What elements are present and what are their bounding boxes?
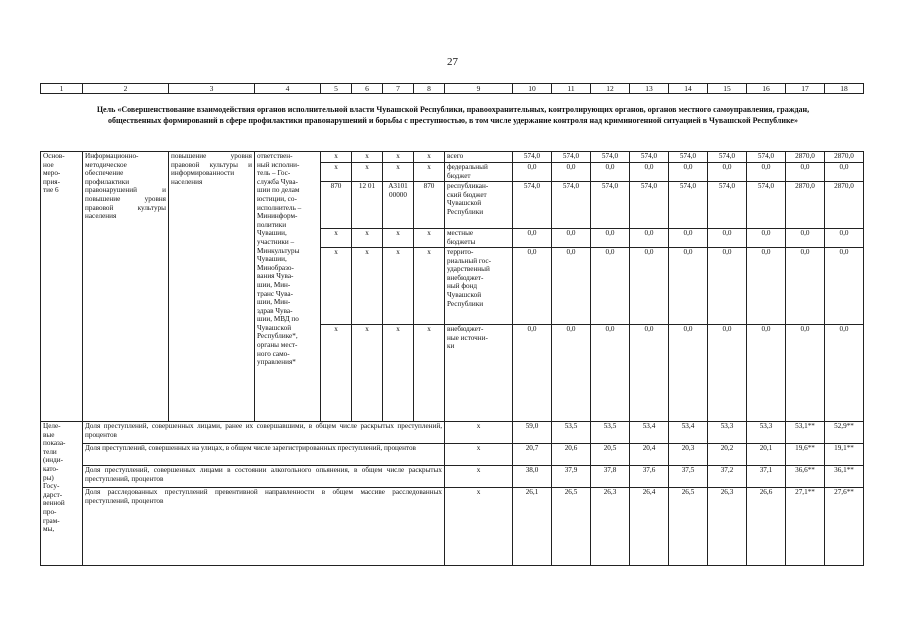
funding-value: 0,0 xyxy=(708,163,747,182)
indicator-row xyxy=(41,422,864,444)
col-number: 15 xyxy=(708,84,747,94)
funding-value: 0,0 xyxy=(630,248,669,325)
column-number-header xyxy=(40,83,864,94)
funding-value: 574,0 xyxy=(591,182,630,229)
indicator-value: 20,6 xyxy=(552,444,591,466)
funding-value: 574,0 xyxy=(708,182,747,229)
col-number: 7 xyxy=(383,84,414,94)
indicator-text: Доля преступлений, совершенных лицами, ранее их совершавшими, в общем числе раскрытых преступлений, процентов xyxy=(83,422,445,444)
col-number: 16 xyxy=(747,84,786,94)
indicator-value: 19,1** xyxy=(825,444,864,466)
indicator-value: 53,4 xyxy=(669,422,708,444)
funding-value: 574,0 xyxy=(630,182,669,229)
funding-value: 0,0 xyxy=(747,325,786,422)
measure-name: Информационно-методическое обеспечение профилактики правонарушений и повышение уровня правовой культуры населения xyxy=(83,152,169,422)
indicator-value: 20,1 xyxy=(747,444,786,466)
funding-value: 0,0 xyxy=(669,163,708,182)
funding-value: 574,0 xyxy=(747,152,786,163)
indicator-value: 37,5 xyxy=(669,466,708,488)
funding-source: всего xyxy=(445,152,513,163)
budget-code: x xyxy=(321,163,352,182)
budget-code: x xyxy=(414,163,445,182)
funding-value: 0,0 xyxy=(513,163,552,182)
col-number: 12 xyxy=(591,84,630,94)
funding-value: 0,0 xyxy=(630,325,669,422)
budget-code: x xyxy=(352,248,383,325)
budget-code: x xyxy=(414,248,445,325)
budget-code: А3101 00000 xyxy=(383,182,414,229)
funding-value: 0,0 xyxy=(669,325,708,422)
indicator-value: 36,6** xyxy=(786,466,825,488)
indicator-base: x xyxy=(445,444,513,466)
funding-value: 0,0 xyxy=(708,325,747,422)
funding-value: 574,0 xyxy=(630,152,669,163)
budget-code: x xyxy=(414,325,445,422)
col-number: 11 xyxy=(552,84,591,94)
indicator-value: 53,3 xyxy=(747,422,786,444)
funding-value: 574,0 xyxy=(552,152,591,163)
budget-code: x xyxy=(352,152,383,163)
funding-value: 0,0 xyxy=(552,229,591,248)
indicator-value: 37,1 xyxy=(747,466,786,488)
indicator-value: 37,2 xyxy=(708,466,747,488)
budget-code: x xyxy=(414,152,445,163)
funding-value: 0,0 xyxy=(591,163,630,182)
funding-value: 574,0 xyxy=(591,152,630,163)
indicator-value: 26,4 xyxy=(630,488,669,566)
funding-value: 0,0 xyxy=(669,229,708,248)
indicator-value: 37,9 xyxy=(552,466,591,488)
col-number: 2 xyxy=(83,84,169,94)
col-number: 4 xyxy=(255,84,321,94)
indicator-value: 20,4 xyxy=(630,444,669,466)
budget-code: x xyxy=(321,325,352,422)
indicator-value: 20,5 xyxy=(591,444,630,466)
budget-code: x xyxy=(321,248,352,325)
funding-value: 0,0 xyxy=(669,248,708,325)
budget-code: 870 xyxy=(321,182,352,229)
indicator-text: Доля преступлений, совершенных лицами в состоянии алкогольного опьянения, в общем числе раскрытых преступлений, процентов xyxy=(83,466,445,488)
goal-title: Цель «Совершенствование взаимодействия органов исполнительной власти Чувашской Республики, правоохранительных, контролирующих органов, органов местного самоуправления, граждан, общественных формирований в сфере профилактики правонарушений и борьбы с преступностью, в том числе удержание контроля над криминогенной ситуацией в Чувашской Республике» xyxy=(96,105,810,125)
funding-value: 574,0 xyxy=(669,182,708,229)
funding-value: 0,0 xyxy=(513,229,552,248)
indicators-label: Целе- вые показа- тели (инди- като- ры) Госу- дарст- венной про- грам- мы, xyxy=(41,422,83,566)
budget-code: x xyxy=(352,163,383,182)
funding-source: федеральный бюджет xyxy=(445,163,513,182)
budget-code: x xyxy=(321,229,352,248)
funding-value: 0,0 xyxy=(747,163,786,182)
funding-value: 0,0 xyxy=(708,248,747,325)
funding-value: 574,0 xyxy=(513,182,552,229)
funding-value: 0,0 xyxy=(552,248,591,325)
indicator-value: 26,3 xyxy=(708,488,747,566)
funding-value: 0,0 xyxy=(513,248,552,325)
col-number: 6 xyxy=(352,84,383,94)
measure-number: Основ- ное меро- прия- тие 6 xyxy=(41,152,83,422)
funding-value: 0,0 xyxy=(708,229,747,248)
funding-value: 0,0 xyxy=(825,325,864,422)
indicator-row xyxy=(41,466,864,488)
col-number: 18 xyxy=(825,84,864,94)
funding-source: внебюджет- ные источни- ки xyxy=(445,325,513,422)
funding-value: 2870,0 xyxy=(825,152,864,163)
indicator-value: 38,0 xyxy=(513,466,552,488)
funding-value: 574,0 xyxy=(747,182,786,229)
col-number: 9 xyxy=(445,84,513,94)
budget-code: x xyxy=(383,248,414,325)
funding-value: 0,0 xyxy=(591,248,630,325)
budget-code: x xyxy=(321,152,352,163)
indicator-value: 27,1** xyxy=(786,488,825,566)
col-number: 3 xyxy=(169,84,255,94)
indicator-value: 26,3 xyxy=(591,488,630,566)
funding-value: 0,0 xyxy=(825,248,864,325)
indicator-value: 53,3 xyxy=(708,422,747,444)
funding-value: 574,0 xyxy=(552,182,591,229)
indicator-row xyxy=(41,488,864,566)
indicators-section xyxy=(41,422,864,566)
indicator-text: Доля преступлений, совершенных на улицах, в общем числе зарегистрированных преступлений, процентов xyxy=(83,444,445,466)
funding-value: 0,0 xyxy=(786,229,825,248)
funding-value: 0,0 xyxy=(786,163,825,182)
funding-value: 0,0 xyxy=(552,325,591,422)
funding-source: республикан- ский бюджет Чувашской Республики xyxy=(445,182,513,229)
funding-value: 574,0 xyxy=(513,152,552,163)
funding-value: 0,0 xyxy=(591,325,630,422)
funding-value: 0,0 xyxy=(747,248,786,325)
funding-value: 0,0 xyxy=(630,163,669,182)
indicator-value: 20,3 xyxy=(669,444,708,466)
indicator-value: 19,6** xyxy=(786,444,825,466)
indicator-value: 53,5 xyxy=(552,422,591,444)
indicator-base: x xyxy=(445,422,513,444)
funding-value: 574,0 xyxy=(708,152,747,163)
indicator-value: 37,8 xyxy=(591,466,630,488)
indicator-value: 27,6** xyxy=(825,488,864,566)
budget-code: x xyxy=(414,229,445,248)
indicator-value: 26,1 xyxy=(513,488,552,566)
funding-value: 0,0 xyxy=(825,163,864,182)
executors: ответствен- ный исполни- тель – Гос- служба Чува- шии по делам юстиции, со- исполнитель – Мининформ- политики Чувашии, участники – Минкультуры Чувашии, Минобразо- вания Чува- шии, Мин- транс Чува- шии, Мин- здрав Чува- шии, МВД по Чувашской Республике*, органы мест- ного само- управления* xyxy=(255,152,321,422)
indicator-value: 20,7 xyxy=(513,444,552,466)
col-number: 10 xyxy=(513,84,552,94)
funding-source: местные бюджеты xyxy=(445,229,513,248)
col-number: 5 xyxy=(321,84,352,94)
funding-value: 0,0 xyxy=(513,325,552,422)
col-number: 14 xyxy=(669,84,708,94)
funding-value: 2870,0 xyxy=(786,152,825,163)
measure-section xyxy=(41,152,864,422)
funding-value: 0,0 xyxy=(552,163,591,182)
col-number: 13 xyxy=(630,84,669,94)
indicator-base: x xyxy=(445,488,513,566)
funding-value: 2870,0 xyxy=(786,182,825,229)
indicator-value: 26,6 xyxy=(747,488,786,566)
budget-code: x xyxy=(352,325,383,422)
budget-code: x xyxy=(352,229,383,248)
indicator-value: 53,5 xyxy=(591,422,630,444)
indicator-value: 26,5 xyxy=(669,488,708,566)
budget-code: x xyxy=(383,152,414,163)
indicator-value: 52,9** xyxy=(825,422,864,444)
budget-code: x xyxy=(383,163,414,182)
funding-value: 0,0 xyxy=(591,229,630,248)
funding-value: 0,0 xyxy=(786,325,825,422)
budget-row xyxy=(41,152,864,163)
indicator-value: 59,0 xyxy=(513,422,552,444)
page-number: 27 xyxy=(447,56,458,68)
expected-result: повышение уровня правовой культуры и информированности населения xyxy=(169,152,255,422)
indicator-base: x xyxy=(445,466,513,488)
indicator-value: 53,4 xyxy=(630,422,669,444)
funding-value: 2870,0 xyxy=(825,182,864,229)
indicator-text: Доля расследованных преступлений превентивной направленности в общем массиве расследованных преступлений, процентов xyxy=(83,488,445,566)
indicator-row xyxy=(41,444,864,466)
funding-value: 0,0 xyxy=(747,229,786,248)
col-number: 1 xyxy=(41,84,83,94)
budget-code: x xyxy=(383,229,414,248)
funding-source: террито- риальный гос- ударственный внебюджет- ный фонд Чувашской Республики xyxy=(445,248,513,325)
funding-value: 0,0 xyxy=(630,229,669,248)
indicator-value: 53,1** xyxy=(786,422,825,444)
indicator-value: 37,6 xyxy=(630,466,669,488)
budget-code: x xyxy=(383,325,414,422)
indicator-value: 36,1** xyxy=(825,466,864,488)
funding-value: 0,0 xyxy=(786,248,825,325)
indicator-value: 20,2 xyxy=(708,444,747,466)
budget-code: 870 xyxy=(414,182,445,229)
program-table xyxy=(40,151,864,566)
funding-value: 0,0 xyxy=(825,229,864,248)
funding-value: 574,0 xyxy=(669,152,708,163)
col-number: 8 xyxy=(414,84,445,94)
budget-code: 12 01 xyxy=(352,182,383,229)
col-number: 17 xyxy=(786,84,825,94)
indicator-value: 26,5 xyxy=(552,488,591,566)
